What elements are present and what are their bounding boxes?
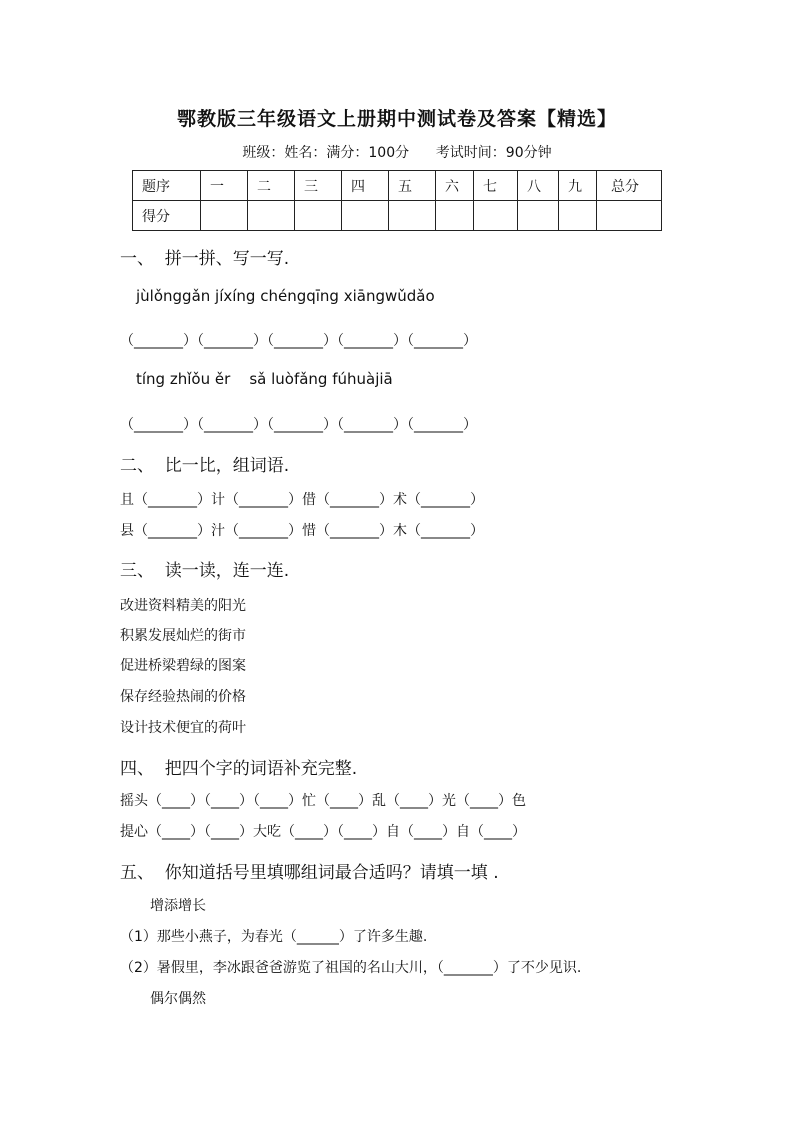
score-table-score-row xyxy=(133,201,662,231)
exam-title: 鄂教版三年级语文上册期中测试卷及答案【精选】 xyxy=(176,108,617,130)
score-cell[interactable] xyxy=(597,201,662,231)
section-4-heading: 四、 把四个字的词语补充完整. xyxy=(120,759,358,779)
header-cell: 八 xyxy=(518,171,559,201)
header-cell: 九 xyxy=(559,171,597,201)
word-group-line-2[interactable]: 县（_______）汁（_______）惜（_______）木（_______） xyxy=(120,523,484,539)
match-line: 改进资料精美的阳光 xyxy=(120,598,246,614)
header-cell: 一 xyxy=(201,171,248,201)
idiom-line-2[interactable]: 提心（____）（____）大吃（____）（____）自（____）自（____） xyxy=(120,824,526,840)
pinyin-line-2: tíng zhǐǒu ěr sǎ luòfǎng fúhuàjiā xyxy=(136,370,393,388)
header-cell: 题序 xyxy=(133,171,201,201)
section-3-heading: 三、 读一读，连一连. xyxy=(120,561,290,581)
score-cell[interactable] xyxy=(248,201,295,231)
section-5-heading: 五、 你知道括号里填哪组词最合适吗？请填一填 . xyxy=(120,863,499,883)
word-group-line-1[interactable]: 且（_______）计（_______）借（_______）术（_______） xyxy=(120,492,484,508)
score-cell[interactable] xyxy=(295,201,342,231)
score-cell[interactable] xyxy=(474,201,518,231)
score-cell[interactable] xyxy=(389,201,436,231)
score-table-header-row xyxy=(133,171,662,201)
header-cell: 四 xyxy=(342,171,389,201)
exam-info: 班级：姓名：满分：100分 考试时间：90分钟 xyxy=(242,145,552,161)
question-2[interactable]: （2）暑假里，李冰跟爸爸游览了祖国的名山大川，（_______）了不少见识. xyxy=(120,960,582,976)
row-label-cell: 得分 xyxy=(133,201,201,231)
score-cell[interactable] xyxy=(342,201,389,231)
section-2-heading: 二、 比一比，组词语. xyxy=(120,456,290,476)
answer-blanks-1[interactable]: （_______）（_______）（_______）（_______）（_______） xyxy=(120,333,477,349)
question-1[interactable]: （1）那些小燕子，为春光（______）了许多生趣. xyxy=(120,929,428,945)
section-1-heading: 一、 拼一拼、写一写. xyxy=(120,249,290,269)
match-line: 设计技术便宜的荷叶 xyxy=(120,720,246,736)
score-table xyxy=(132,170,662,231)
pinyin-line-1: jùlǒnggǎn jíxíng chéngqīng xiāngwǔdǎo xyxy=(136,287,435,305)
answer-blanks-2[interactable]: （_______）（_______）（_______）（_______）（_______） xyxy=(120,417,477,433)
match-line: 保存经验热闹的价格 xyxy=(120,689,246,705)
header-cell: 总分 xyxy=(597,171,662,201)
idiom-line-1[interactable]: 摇头（____）（____）（____）忙（____）乱（____）光（____）色 xyxy=(120,793,526,809)
match-line: 促进桥梁碧绿的图案 xyxy=(120,658,246,674)
word-choices-2: 偶尔偶然 xyxy=(150,991,206,1007)
match-line: 积累发展灿烂的街市 xyxy=(120,628,246,644)
score-cell[interactable] xyxy=(559,201,597,231)
score-cell[interactable] xyxy=(201,201,248,231)
score-cell[interactable] xyxy=(436,201,474,231)
header-cell: 六 xyxy=(436,171,474,201)
header-cell: 五 xyxy=(389,171,436,201)
header-cell: 三 xyxy=(295,171,342,201)
score-cell[interactable] xyxy=(518,201,559,231)
word-choices-1: 增添增长 xyxy=(150,898,206,914)
header-cell: 二 xyxy=(248,171,295,201)
header-cell: 七 xyxy=(474,171,518,201)
